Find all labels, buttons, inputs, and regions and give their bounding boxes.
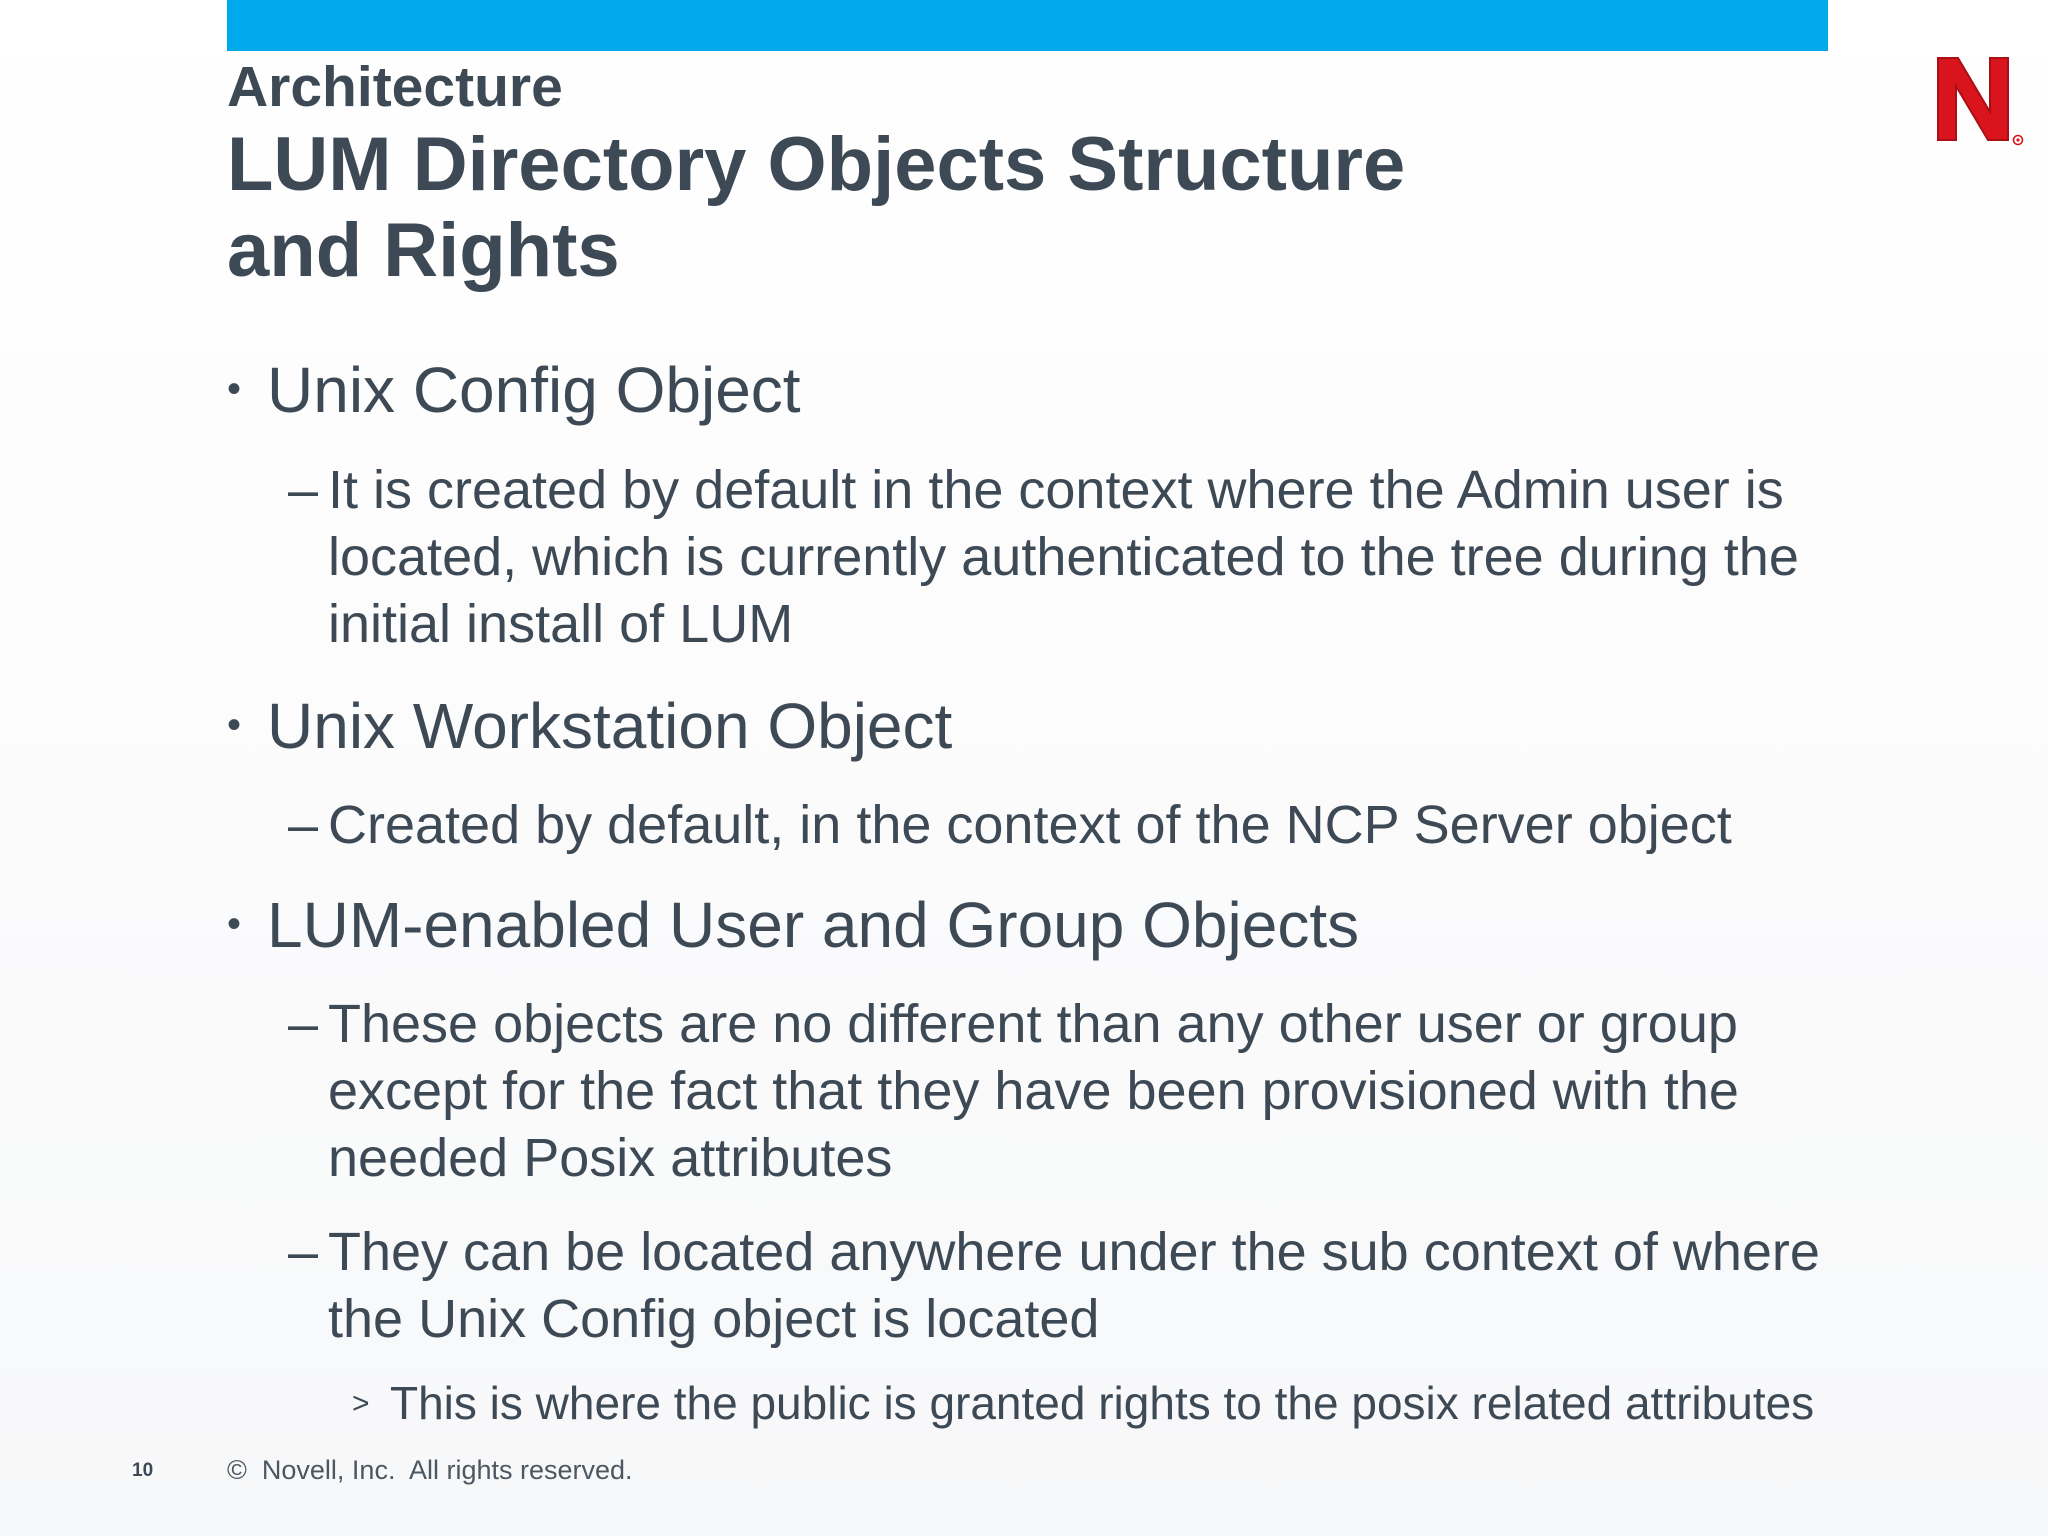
sub-bullet-unix-config-context <box>288 457 1938 658</box>
page-number: 10 <box>132 1460 154 1481</box>
bullet-text: Unix Config Object <box>267 354 801 426</box>
sub-bullet-workstation-context <box>288 792 1938 859</box>
copyright-footer: © Novell, Inc. All rights reserved. <box>227 1455 633 1485</box>
dash-marker: – <box>288 795 319 855</box>
sub-bullet-text <box>288 1219 1938 1353</box>
bullet-unix-config-object <box>227 350 1927 429</box>
dash-marker: – <box>288 460 319 520</box>
bullet-marker: • <box>227 367 242 411</box>
bullet-text: LUM-enabled User and Group Objects <box>267 889 1360 961</box>
arrow-marker: > <box>352 1387 370 1420</box>
sub-bullet-line: They can be located anywhere under the sub context of where <box>328 1222 1820 1282</box>
sub-bullet-text <box>288 457 1938 658</box>
sub-bullet-location <box>288 1219 1938 1353</box>
slide-title-line: LUM Directory Objects Structure <box>227 122 1406 207</box>
bullet-marker: • <box>227 703 242 747</box>
sub-bullet-line: the Unix Config object is located <box>328 1289 1100 1349</box>
sub-bullet-text <box>288 991 1938 1192</box>
sub-bullet-line: except for the fact that they have been provisioned with the <box>328 1061 1739 1121</box>
dash-marker: – <box>288 1222 319 1282</box>
sub-bullet-line: Created by default, in the context of the NCP Server object <box>328 795 1732 855</box>
sub-sub-bullet-text: This is where the public is granted rights to the posix related attributes <box>390 1377 1815 1429</box>
bullet-lum-enabled-objects <box>227 885 1927 964</box>
slide-title-line: and Rights <box>227 208 620 293</box>
sub-bullet-line: initial install of LUM <box>328 594 794 654</box>
sub-bullet-line: These objects are no different than any other user or group <box>328 994 1738 1054</box>
bullet-unix-workstation-object <box>227 686 1927 765</box>
sub-bullet-posix-provisioned <box>288 991 1938 1192</box>
sub-sub-bullet-public-rights <box>352 1375 1952 1432</box>
sub-bullet-line: It is created by default in the context where the Admin user is <box>328 460 1784 520</box>
sub-bullet-line: located, which is currently authenticated to the tree during the <box>328 527 1799 587</box>
sub-bullet-text <box>288 792 1938 859</box>
bullet-text: Unix Workstation Object <box>267 690 953 762</box>
bullet-marker: • <box>227 902 242 946</box>
sub-bullet-line: needed Posix attributes <box>328 1128 893 1188</box>
section-title: Architecture <box>227 55 563 119</box>
dash-marker: – <box>288 994 319 1054</box>
